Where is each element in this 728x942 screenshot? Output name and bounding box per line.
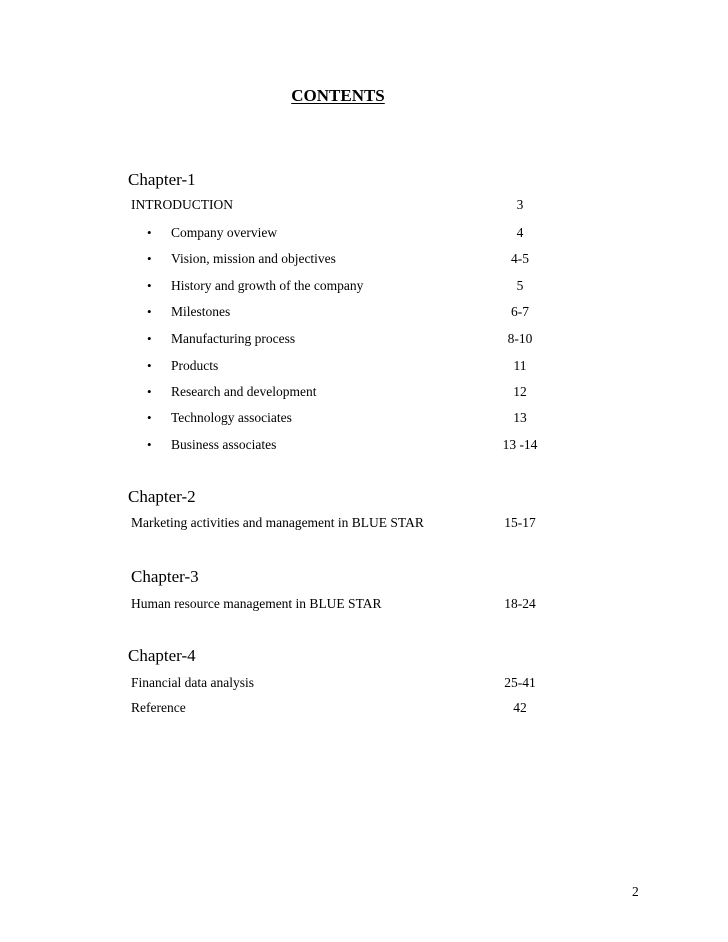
toc-entry-page: 18-24	[504, 596, 536, 611]
toc-entry-page: 6-7	[511, 304, 529, 319]
toc-entry-page: 11	[513, 358, 527, 373]
toc-bullet-entry	[131, 330, 551, 348]
toc-entry-page: 8-10	[507, 331, 533, 346]
bullet-icon: •	[147, 437, 152, 452]
toc-entry-label: Financial data analysis	[131, 675, 254, 690]
toc-entry-label: Company overview	[171, 225, 278, 240]
toc-entry-page: 4	[516, 225, 524, 240]
toc-entry-label: Marketing activities and management in BLUE STAR	[131, 515, 424, 530]
toc-bullet-entry	[131, 277, 551, 295]
chapter-3-heading: Chapter-3	[131, 567, 199, 586]
toc-bullet-entry	[131, 303, 551, 321]
toc-entry-label: Reference	[131, 700, 186, 715]
toc-entry-page: 4-5	[511, 251, 529, 266]
toc-entry-label: Technology associates	[171, 410, 292, 425]
bullet-icon: •	[147, 304, 152, 319]
toc-entry-label: History and growth of the company	[171, 278, 364, 293]
toc-entry-financial	[131, 674, 551, 692]
toc-entry-page: 5	[516, 278, 524, 293]
toc-entry-label: Products	[171, 358, 219, 373]
toc-bullet-entry	[131, 436, 551, 454]
toc-entry-page: 13 -14	[502, 437, 538, 452]
bullet-icon: •	[147, 384, 152, 399]
toc-entry-page: 15-17	[504, 515, 536, 530]
toc-entry-page: 25-41	[504, 675, 536, 690]
toc-bullet-entry	[131, 409, 551, 427]
bullet-icon: •	[147, 251, 152, 266]
toc-entry-label: Manufacturing process	[171, 331, 296, 346]
toc-entry-page: 12	[513, 384, 527, 399]
toc-bullet-entry	[131, 224, 551, 242]
toc-entry-label: Human resource management in BLUE STAR	[131, 596, 382, 611]
toc-entry-page: 42	[513, 700, 527, 715]
chapter-1-heading: Chapter-1	[128, 170, 196, 189]
toc-entry-page: 3	[516, 197, 524, 212]
toc-entry-marketing	[131, 514, 551, 532]
toc-entry-label: Milestones	[171, 304, 231, 319]
bullet-icon: •	[147, 331, 152, 346]
bullet-icon: •	[147, 278, 152, 293]
toc-entry-label: INTRODUCTION	[131, 197, 233, 212]
toc-bullet-entry	[131, 383, 551, 401]
toc-entry-label: Vision, mission and objectives	[171, 251, 336, 266]
toc-entry-label: Business associates	[171, 437, 277, 452]
toc-entry-label: Research and development	[171, 384, 317, 399]
bullet-icon: •	[147, 225, 152, 240]
bullet-icon: •	[147, 358, 152, 373]
toc-entry-human-resource	[131, 595, 551, 613]
chapter-4-heading: Chapter-4	[128, 646, 196, 665]
contents-title: CONTENTS	[291, 86, 385, 105]
toc-entry-reference	[131, 699, 551, 717]
chapter-2-heading: Chapter-2	[128, 487, 196, 506]
toc-entry-introduction	[131, 196, 551, 214]
toc-entry-page: 13	[513, 410, 527, 425]
toc-bullet-entry	[131, 250, 551, 268]
page-number: 2	[632, 884, 639, 899]
toc-bullet-entry	[131, 357, 551, 375]
bullet-icon: •	[147, 410, 152, 425]
